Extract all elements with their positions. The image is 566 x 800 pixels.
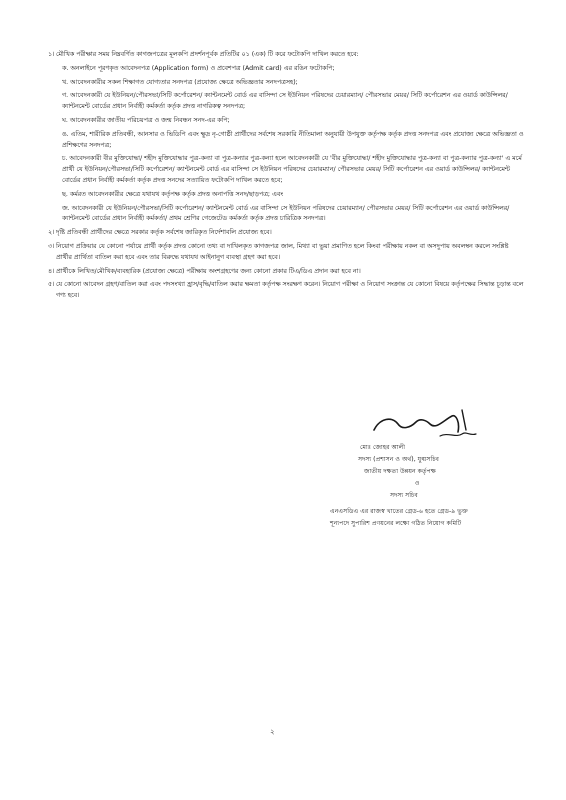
sub-item-text: ঘ. আবেদনকারীর জাতীয় পরিচয়পত্র ও জন্ম নিবন্ধন সনদ-এর কপি; <box>62 116 230 124</box>
item-number: ৩। <box>48 242 55 250</box>
instruction-item-5 <box>48 280 526 302</box>
sub-item-text: খ. আবেদনকারীর সকল শিক্ষাগত যোগ্যতার সনদপত্র (প্রযোজ্য ক্ষেত্রে অভিজ্ঞতার সনদপত্রসহ); <box>62 78 298 86</box>
sub-item-text: জ. আবেদনকারী যে ইউনিয়ন/পৌরসভা/সিটি কর্পোরেশন/ ক্যান্টনমেন্ট বোর্ড এর বাসিন্দা সে ইউনিয়ন পরিষদের চেয়ারম্যান/ পৌরসভার মেয়র/ সিটি কর্পোরেশন এর ওয়ার্ড কাউন্সিলর/ ক্যান্টনমেন্ট বোর্ডের প্রধান নির্বাহী কর্মকর্তা/ প্রথম শ্রেণির গেজেটেড কর্মকর্তা কর্তৃক প্রদত্ত চারিত্রিক সনদপত্র। <box>62 204 510 223</box>
sub-item-gha <box>62 116 526 127</box>
item-number: ৪। <box>48 267 55 275</box>
item-number: ৫। <box>48 281 55 289</box>
item-text: নিয়োগ প্রক্রিয়ার যে কোনো পর্যায়ে প্রার্থী কর্তৃক প্রদত্ত কোনো তথ্য বা দাখিলকৃত কাগজপত্র জাল, মিথ্যা বা ভুয়া প্রমাণিত হলে কিংবা পরীক্ষায় নকল বা অসদুপায় অবলম্বন করলে সংশ্লিষ্ট প্রার্থীর প্রার্থিতা বাতিল করা হবে এবং তার বিরুদ্ধে যথাযথ আইনানুগ ব্যবস্থা গ্রহণ করা হবে। <box>56 242 509 261</box>
committee-line-2: শূন্যপদে সুপারিশ প্রণয়নের লক্ষ্যে গঠিত নিয়োগ কমিটি <box>330 520 462 527</box>
signatory-organization: জাতীয় দক্ষতা উন্নয়ন কর্তৃপক্ষ <box>364 468 436 475</box>
page-number: ২ <box>270 728 275 736</box>
sub-item-ka <box>62 64 526 75</box>
item-text: প্রার্থীকে লিখিত/মৌখিক/ব্যবহারিক (প্রযোজ্য ক্ষেত্রে) পরীক্ষায় অংশগ্রহণের জন্য কোনো প্রকার টিএ/ডিএ প্রদান করা হবে না। <box>56 267 361 275</box>
sub-item-ja <box>62 204 526 226</box>
item-text: মৌখিক পরীক্ষার সময় নিম্নবর্ণিত কাগজপত্রের মূলকপি প্রদর্শনপূর্বক প্রতিটির ০১ (এক) টি করে ফটোকপি দাখিল করতে হবে: <box>56 51 359 58</box>
signatory-name: মোঃ জোহর আলী <box>360 444 406 451</box>
sub-item-chha <box>62 190 526 201</box>
instruction-item-3 <box>48 242 526 264</box>
committee-line-1: এনএসডিএ এর রাজস্ব খাতের গ্রেড-৬ হতে গ্রেড-৯ ভুক্ত <box>330 508 468 515</box>
sub-item-text: ঙ. এতিম, শারীরিক প্রতিবন্ধী, আনসার ও ভিডিপি এবং ক্ষুদ্র নৃ-গোষ্ঠী প্রার্থীদের সর্বশেষ সরকারি নীতিমালা অনুযায়ী উপযুক্ত কর্তৃপক্ষ কর্তৃক প্রদত্ত সনদপত্র এবং প্রযোজ্য ক্ষেত্রে অভিজ্ঞতা ও প্রশিক্ষণের সনদপত্র; <box>62 130 524 149</box>
instruction-item-4 <box>48 267 526 278</box>
sub-item-text: ক. অনলাইনে পূরণকৃত আবেদনপত্র (Application form) ও প্রবেশপত্র (Admit card) এর রঙিন ফটোকপি; <box>62 64 335 72</box>
signature-block <box>330 442 540 530</box>
sub-item-uma <box>62 130 526 152</box>
sub-item-ga <box>62 91 526 113</box>
signatory-role: সদস্য সচিব <box>390 492 418 499</box>
item-number: ১। <box>48 51 55 58</box>
instruction-item-2 <box>48 228 526 239</box>
item-text: যে কোনো আবেদন গ্রহণ/বাতিল করা এবং পদসংখ্যা হ্রাস/বৃদ্ধি/বাতিল করার ক্ষমতা কর্তৃপক্ষ সংরক্ষণ করেন। নিয়োগ পরীক্ষা ও নিয়োগ সংক্রান্ত যে কোনো বিষয়ে কর্তৃপক্ষের সিদ্ধান্ত চূড়ান্ত বলে গণ্য হবে। <box>56 281 524 300</box>
sub-item-text: চ. আবেদনকারী বীর মুক্তিযোদ্ধা/ শহীদ মুক্তিযোদ্ধার পুত্র-কন্যা বা পুত্র-কন্যার পুত্র-কন্যা হলে আবেদনকারী যে 'বীর মুক্তিযোদ্ধা/ শহীদ মুক্তিযোদ্ধার পুত্র-কন্যা বা পুত্র-কন্যার পুত্র-কন্যা' এ মর্মে প্রার্থী যে ইউনিয়ন/পৌরসভা/সিটি কর্পোরেশন/ ক্যান্টনমেন্ট বোর্ড এর বাসিন্দা সে ইউনিয়ন পরিষদের চেয়ারম্যান/ পৌরসভার মেয়র/ সিটি কর্পোরেশন এর ওয়ার্ড কাউন্সিলর/ ক্যান্টনমেন্ট বোর্ডের প্রধান নির্বাহী কর্মকর্তা কর্তৃক প্রদত্ত সনদের সত্যায়িত ফটোকপি দাখিল করতে হবে; <box>62 155 522 184</box>
item-number: ২। <box>48 229 55 237</box>
sub-item-text: ছ. কর্মরত আবেদনকারীর ক্ষেত্রে যথাযথ কর্তৃপক্ষ কর্তৃক প্রদত্ত অনাপত্তি সনদ/ছাড়পত্র; এবং <box>62 190 284 198</box>
signatory-designation: সদস্য (প্রশাসন ও অর্থ), যুগ্মসচিব <box>358 456 440 463</box>
sub-item-text: গ. আবেদনকারী যে ইউনিয়ন/পৌরসভা/সিটি কর্পোরেশন/ ক্যান্টনমেন্ট বোর্ড এর বাসিন্দা সে ইউনিয়ন পরিষদের চেয়ারম্যান/ পৌরসভার মেয়র/ সিটি কর্পোরেশন এর ওয়ার্ড কাউন্সিলর/ ক্যান্টনমেন্ট বোর্ডের প্রধান নির্বাহী কর্মকর্তা কর্তৃক প্রদত্ত নাগরিকত্ব সনদপত্র; <box>62 92 508 111</box>
item-text: দৃষ্টি প্রতিবন্ধী প্রার্থীদের ক্ষেত্রে সরকার কর্তৃক সর্বশেষ জারিকৃত নির্দেশাবলি প্রযোজ্য হবে। <box>56 229 272 237</box>
sub-item-kha <box>62 78 526 89</box>
handwritten-signature <box>370 400 480 440</box>
sub-item-cha <box>62 154 526 186</box>
instruction-item-1 <box>48 50 526 61</box>
instructions-body <box>48 50 526 305</box>
conjunction-o: ও <box>415 480 420 487</box>
